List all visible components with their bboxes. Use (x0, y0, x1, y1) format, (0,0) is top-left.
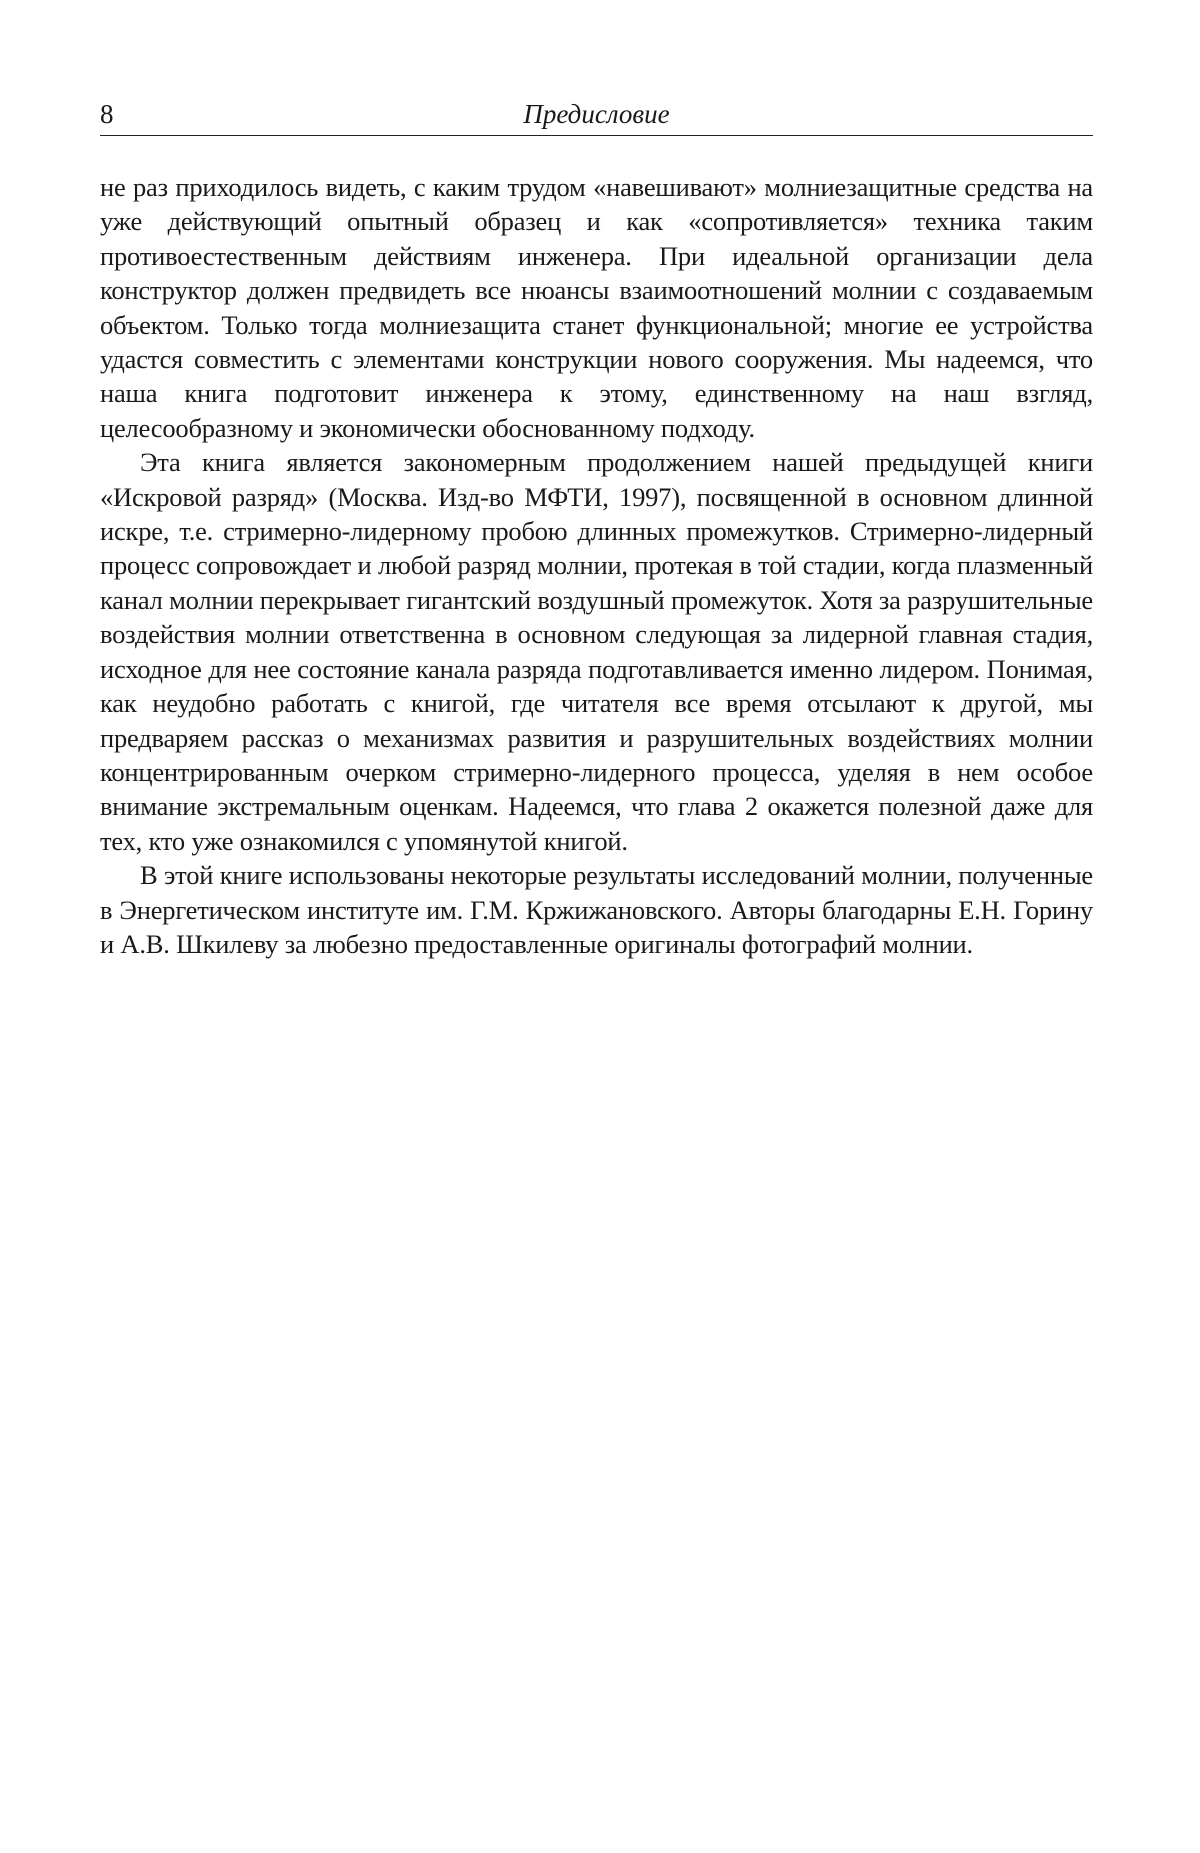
page-number: 8 (100, 98, 114, 130)
paragraph-acknowledgements: В этой книге использованы некоторые результаты исследований молнии, полученные в Энергетическом институте им. Г.М. Кржижановского. Авторы благодарны Е.Н. Горину и А.В. Шкилеву за любезно предоставленные оригиналы фотографий молнии. (100, 858, 1093, 961)
running-head (100, 98, 1093, 134)
section-title: Предисловие (100, 98, 1093, 130)
book-page (0, 0, 1200, 1853)
header-rule (100, 135, 1093, 136)
paragraph-previous-book: Эта книга является закономерным продолжением нашей предыдущей книги «Искровой разряд» (Москва. Изд-во МФТИ, 1997), посвященной в основном длинной искре, т.е. стримерно-лидерному пробою длинных промежутков. Стримерно-лидерный процесс сопровождает и любой разряд молнии, протекая в той стадии, когда плазменный канал молнии перекрывает гигантский воздушный промежуток. Хотя за разрушительные воздействия молнии ответственна в основном следующая за лидерной главная стадия, исходное для нее состояние канала разряда подготавливается именно лидером. Понимая, как неудобно работать с книгой, где читателя все время отсылают к другой, мы предваряем рассказ о механизмах развития и разрушительных воздействиях молнии концентрированным очерком стримерно-лидерного процесса, уделяя в нем особое внимание экстремальным оценкам. Надеемся, что глава 2 окажется полезной даже для тех, кто уже ознакомился с упомянутой книгой. (100, 445, 1093, 858)
paragraph-continuation: не раз приходилось видеть, с каким трудом «навешивают» молниезащитные средства на уже действующий опытный образец и как «сопротивляется» техника таким противоестественным действиям инженера. При идеальной организации дела конструктор должен предвидеть все нюансы взаимоотношений молнии с создаваемым объектом. Только тогда молниезащита станет функциональной; многие ее устройства удастся совместить с элементами конструкции нового сооружения. Мы надеемся, что наша книга подготовит инженера к этому, единственному на наш взгляд, целесообразному и экономически обоснованному подходу. (100, 170, 1093, 445)
body-text (100, 170, 1093, 961)
